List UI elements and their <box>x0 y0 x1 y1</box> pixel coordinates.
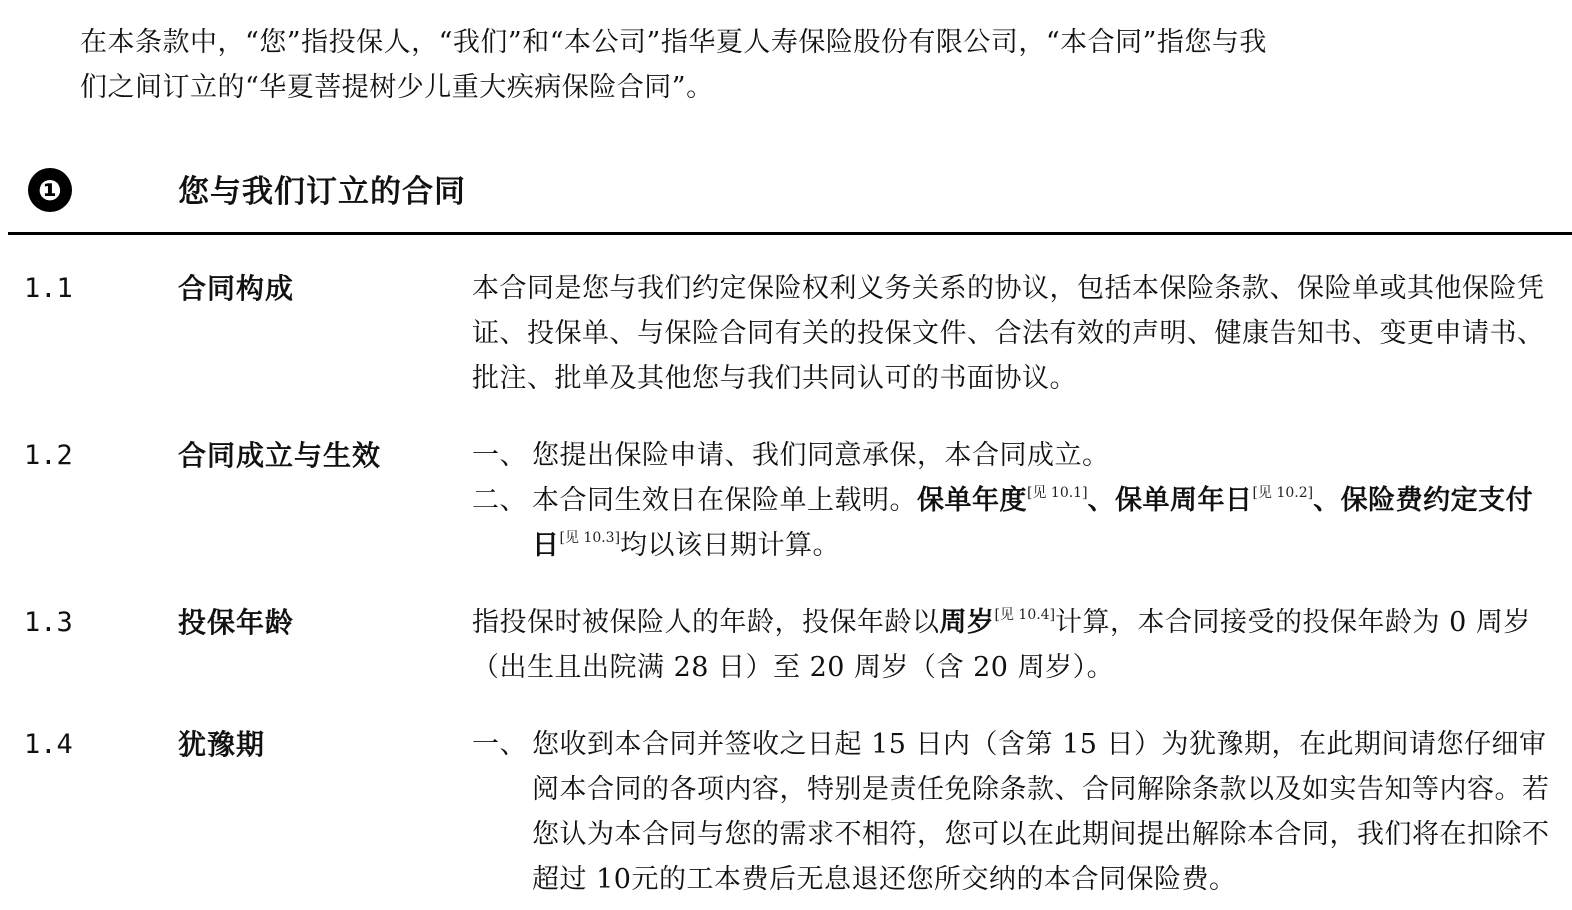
section-header <box>0 160 1572 236</box>
section-number-badge: ❶ <box>28 168 72 212</box>
clause-number: 1.4 <box>24 729 73 760</box>
clause-text <box>472 600 1554 690</box>
reference-10-4: [见 10.4] <box>994 607 1056 623</box>
intro-line-2: 们之间订立的“华夏菩提树少儿重大疾病保险合同”。 <box>80 72 714 103</box>
clause-text: 本合同是您与我们约定保险权利义务关系的协议，包括本保险条款、保险单或其他保险凭证、投保单、与保险合同有关的投保文件、合法有效的声明、健康告知书、变更申请书、批注、批单及其他您与我们共同认可的书面协议。 <box>472 273 1545 394</box>
clause-body <box>472 266 1554 401</box>
clause-number: 1.3 <box>24 607 73 638</box>
clause-text-b: 计算，本合同接受的投保年龄为 0 周岁（出生且出院满 28 日）至 20 周岁（含 20 周岁）。 <box>472 607 1531 683</box>
section-divider <box>8 232 1572 235</box>
item-text-a: 本合同生效日在保险单上载明。 <box>532 485 917 516</box>
clause-number: 1.2 <box>24 440 73 471</box>
term-separator: 、 <box>1087 485 1116 516</box>
clause-body <box>472 600 1554 690</box>
intro-paragraph <box>80 20 1520 110</box>
reference-10-3: [见 10.3] <box>559 530 621 546</box>
clause-name: 合同成立与生效 <box>178 439 382 472</box>
term-premium-due-date: 保险费约定支付日 <box>532 485 1534 561</box>
clause-item-2 <box>472 478 1554 568</box>
item-prefix: 一、 <box>472 440 527 471</box>
term-policy-anniversary: 保单周年日 <box>1115 485 1253 516</box>
item-prefix: 二、 <box>472 485 527 516</box>
section-title: 您与我们订立的合同 <box>178 174 466 210</box>
clause-number: 1.1 <box>24 273 73 304</box>
item-text <box>532 478 1554 568</box>
clause-body <box>472 433 1554 568</box>
term-separator: 、 <box>1313 485 1341 516</box>
term-policy-year: 保单年度 <box>917 485 1027 516</box>
intro-line-1: 在本条款中，“您”指投保人，“我们”和“本公司”指华夏人寿保险股份有限公司，“本合同”指您与我 <box>80 27 1267 58</box>
clause-name: 合同构成 <box>178 272 295 305</box>
clause-text-a: 指投保时被保险人的年龄，投保年龄以 <box>472 607 940 638</box>
item-text: 您收到本合同并签收之日起 15 日内（含第 15 日）为犹豫期，在此期间请您仔细审阅本合同的各项内容，特别是责任免除条款、合同解除条款以及如实告知等内容。若您认为本合同与您的需求不相符，您可以在此期间提出解除本合同，我们将在扣除不超过 10元的工本费后无息退还您所交纳的本合同保险费。 <box>532 729 1550 895</box>
reference-10-1: [见 10.1] <box>1027 485 1088 501</box>
reference-10-2: [见 10.2] <box>1252 485 1314 501</box>
item-text: 您提出保险申请、我们同意承保，本合同成立。 <box>532 440 1110 471</box>
clause-name: 犹豫期 <box>178 728 266 761</box>
clause-body <box>472 722 1554 902</box>
item-text-b: 均以该日期计算。 <box>620 530 841 561</box>
clause-name: 投保年龄 <box>178 606 295 639</box>
clause-item-1 <box>472 433 1554 478</box>
item-prefix: 一、 <box>472 729 527 760</box>
term-full-age: 周岁 <box>939 607 995 638</box>
clause-item-1 <box>472 722 1554 902</box>
